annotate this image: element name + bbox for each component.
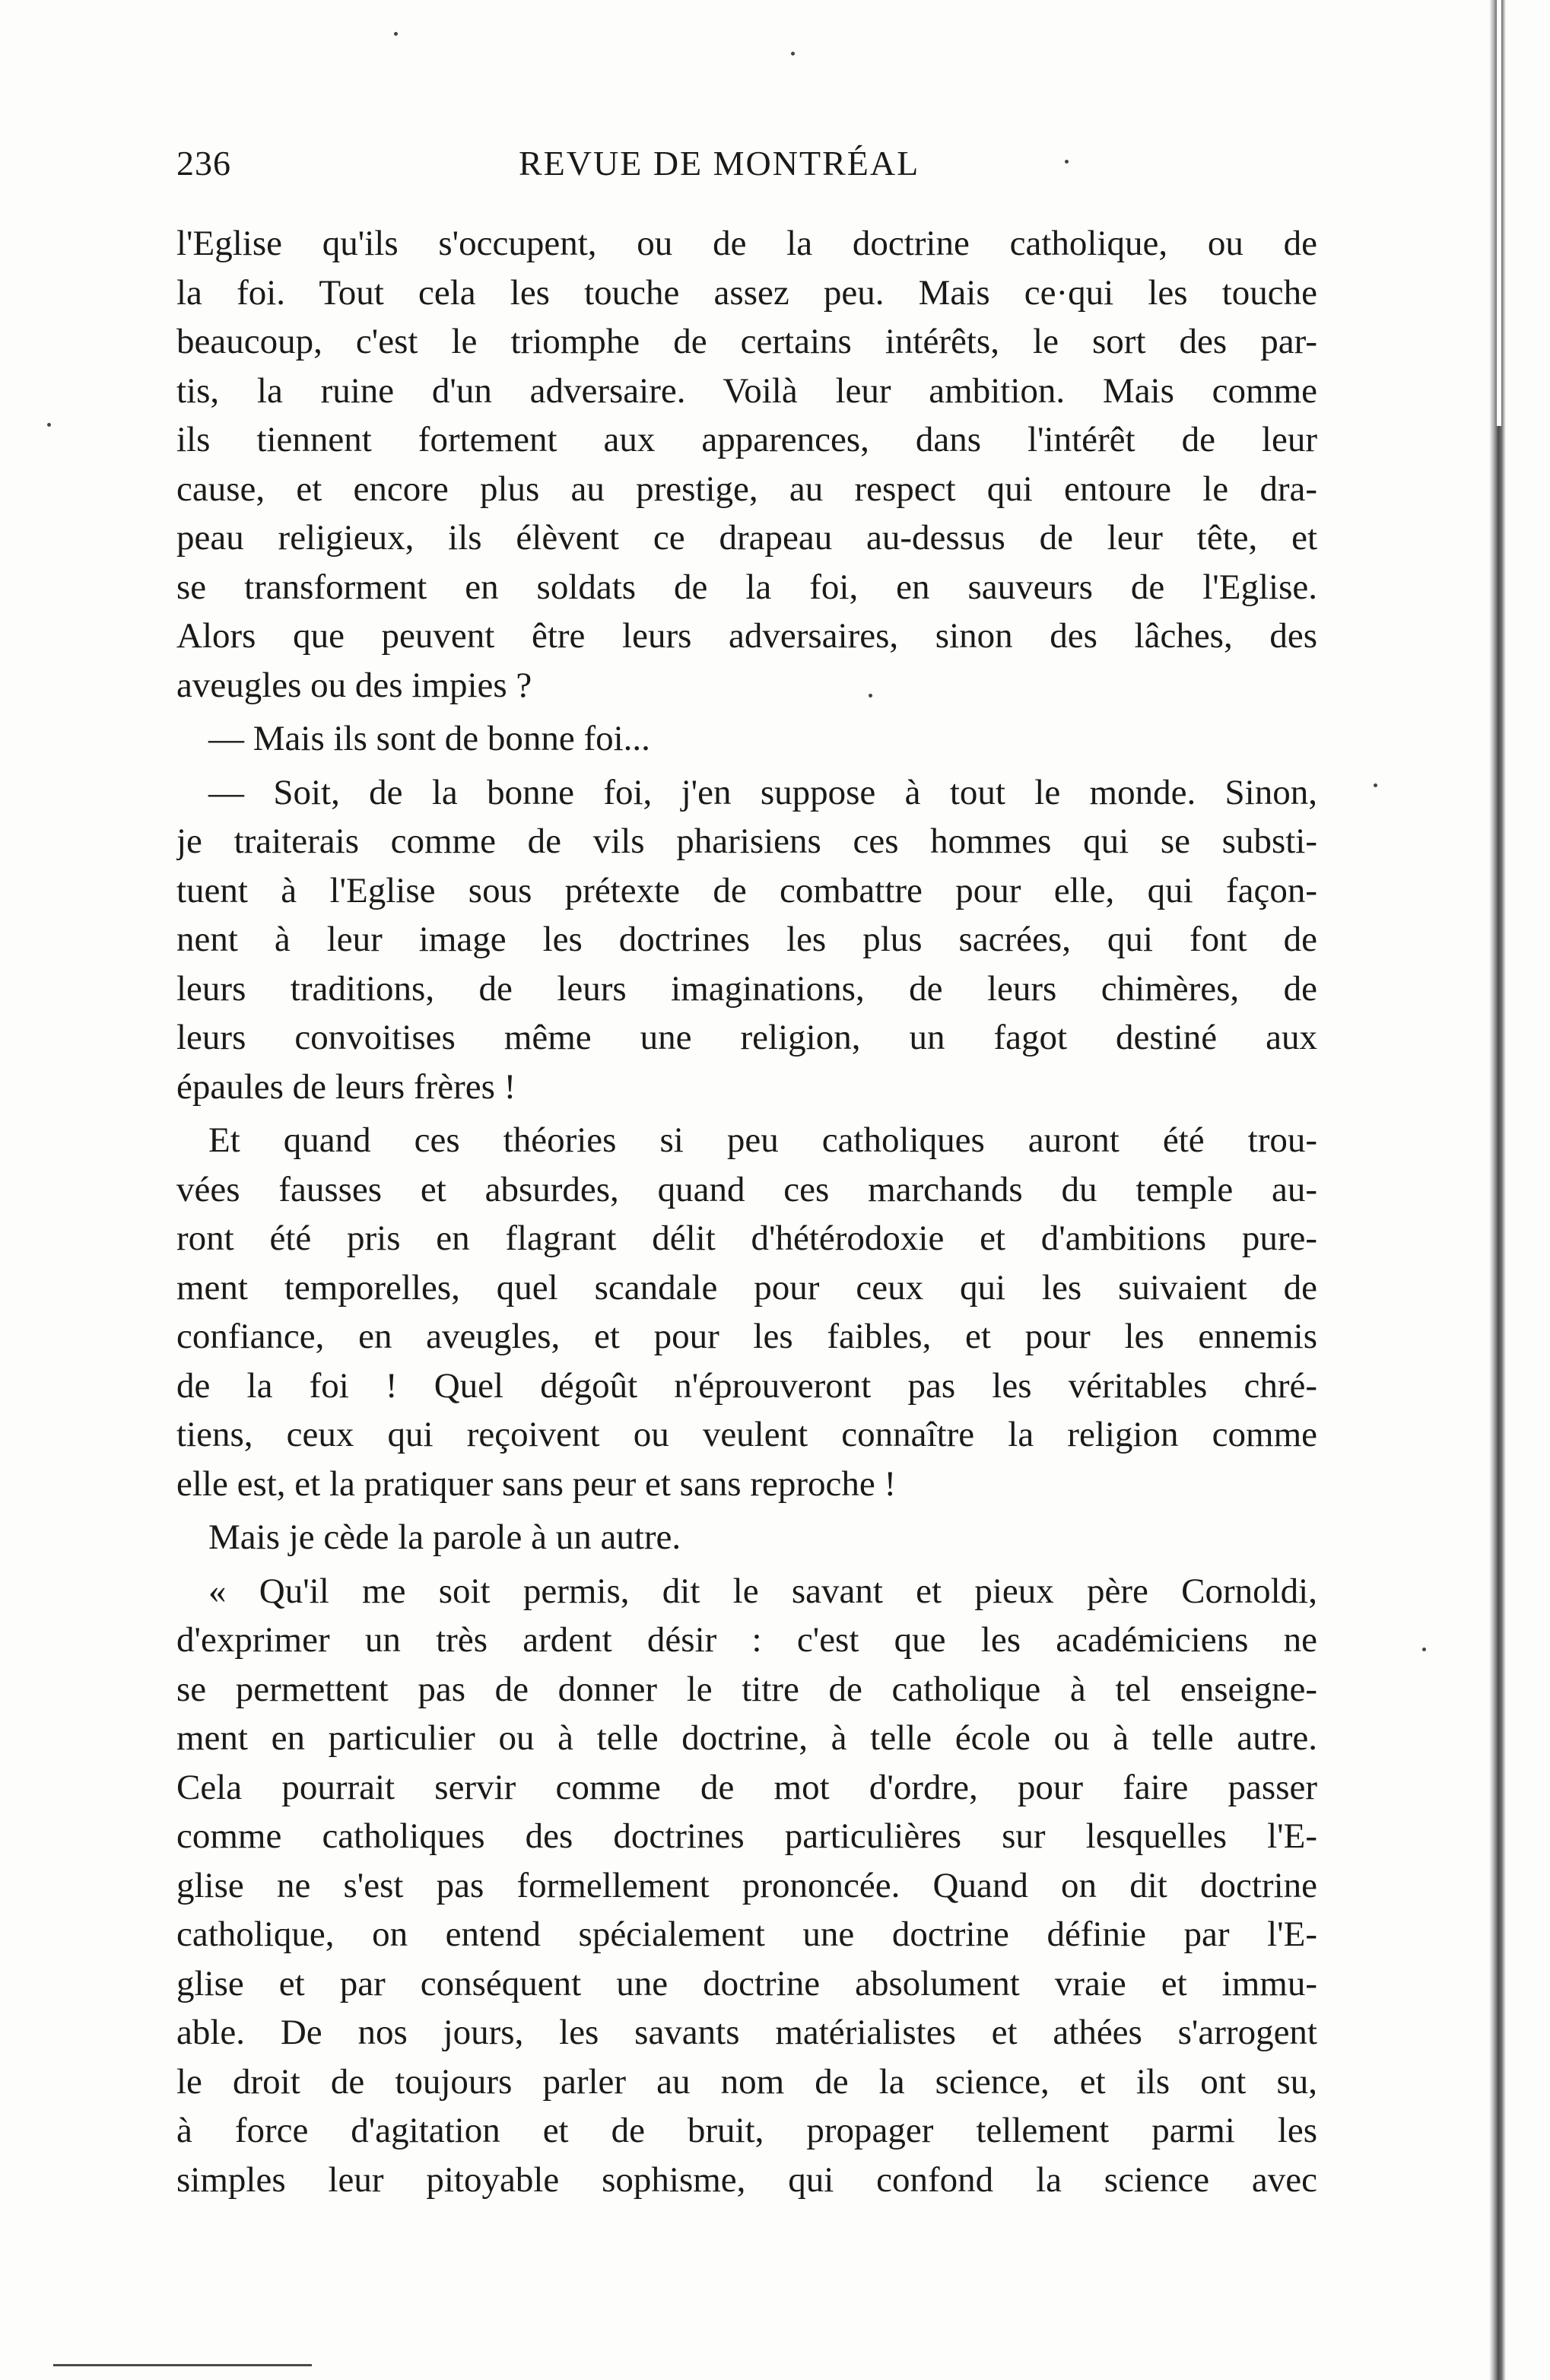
text-line: peau religieux, ils élèvent ce drapeau au-dessus de leur tête, et <box>176 518 1317 558</box>
text-line: — Mais ils sont de bonne foi... <box>208 719 650 758</box>
text-line: épaules de leurs frères ! <box>176 1066 516 1107</box>
text-line: cause, et encore plus au prestige, au respect qui entoure le dra- <box>176 469 1317 509</box>
text-line: leurs traditions, de leurs imaginations, de leurs chimères, de <box>176 968 1317 1009</box>
text-line: d'exprimer un très ardent désir : c'est que les académiciens ne <box>176 1620 1317 1660</box>
text-line: ront été pris en flagrant délit d'hétérodoxie et d'ambitions pure- <box>176 1219 1317 1258</box>
print-speck <box>1065 160 1069 164</box>
text-line: Cela pourrait servir comme de mot d'ordre, pour faire passer <box>176 1767 1317 1807</box>
paragraph <box>176 714 1317 764</box>
quotation-paragraph <box>176 1567 1317 2205</box>
text-line: catholique, on entend spécialement une doctrine définie par l'E- <box>176 1914 1317 1954</box>
text-line: nent à leur image les doctrines les plus sacrées, qui font de <box>176 920 1317 959</box>
text-line: se transforment en soldats de la foi, en sauveurs de l'Eglise. <box>176 567 1317 607</box>
text-line: se permettent pas de donner le titre de catholique à tel enseigne- <box>176 1669 1317 1709</box>
text-line: vées fausses et absurdes, quand ces marchands du temple au- <box>176 1169 1317 1209</box>
text-line: leurs convoitises même une religion, un fagot destiné aux <box>176 1018 1317 1057</box>
text-line: tiens, ceux qui reçoivent ou veulent connaître la religion comme <box>176 1415 1317 1454</box>
print-speck <box>1374 783 1377 787</box>
text-line: glise ne s'est pas formellement prononcée. Quand on dit doctrine <box>176 1865 1317 1905</box>
text-line: glise et par conséquent une doctrine absolument vraie et immu- <box>176 1963 1317 2003</box>
text-line: ment temporelles, quel scandale pour ceux qui les suivaient de <box>176 1267 1317 1308</box>
bottom-rule <box>53 2364 312 2366</box>
print-speck <box>791 52 795 56</box>
paragraph <box>176 1116 1317 1508</box>
text-line: able. De nos jours, les savants matérialistes et athées s'arrogent <box>176 2013 1317 2052</box>
binding-edge-gap <box>1497 0 1501 426</box>
text-line: confiance, en aveugles, et pour les faibles, et pour les ennemis <box>176 1317 1317 1356</box>
text-line: la foi. Tout cela les touche assez peu. Mais ce·qui les touche <box>176 272 1317 313</box>
text-line: comme catholiques des doctrines particulières sur lesquelles l'E- <box>176 1816 1317 1856</box>
text-line: à force d'agitation et de bruit, propager tellement parmi les <box>176 2111 1317 2150</box>
paragraph <box>176 1513 1317 1562</box>
paragraph <box>176 219 1317 710</box>
text-line: de la foi ! Quel dégoût n'éprouveront pas les véritables chré- <box>176 1365 1317 1406</box>
text-line: tuent à l'Eglise sous prétexte de combattre pour elle, qui façon- <box>176 870 1317 910</box>
text-line: beaucoup, c'est le triomphe de certains intérêts, le sort des par- <box>176 322 1317 361</box>
text-line: je traiterais comme de vils pharisiens ces hommes qui se substi- <box>176 821 1317 861</box>
text-line: Et quand ces théories si peu catholiques auront été trou- <box>208 1120 1317 1160</box>
text-line: elle est, et la pratiquer sans peur et sans reproche ! <box>176 1463 897 1504</box>
text-line: — Soit, de la bonne foi, j'en suppose à tout le monde. Sinon, <box>208 772 1317 812</box>
text-line: Alors que peuvent être leurs adversaires, sinon des lâches, des <box>176 616 1317 656</box>
page-number: 236 <box>176 144 231 183</box>
text-line: ils tiennent fortement aux apparences, dans l'intérêt de leur <box>176 420 1317 459</box>
print-speck <box>1422 1648 1426 1651</box>
text-line: Mais je cède la parole à un autre. <box>208 1517 681 1557</box>
running-head <box>176 143 1317 189</box>
journal-title: REVUE DE MONTRÉAL <box>519 144 920 183</box>
print-speck <box>394 32 398 36</box>
text-line: l'Eglise qu'ils s'occupent, ou de la doctrine catholique, ou de <box>176 224 1317 263</box>
text-line: ment en particulier ou à telle doctrine, à telle école ou à telle autre. <box>176 1718 1317 1758</box>
paragraph <box>176 768 1317 1112</box>
text-line: aveugles ou des impies ? <box>176 665 532 705</box>
print-speck <box>869 694 872 697</box>
text-line: simples leur pitoyable sophisme, qui confond la science avec <box>176 2159 1317 2200</box>
print-speck <box>47 423 51 427</box>
text-line: tis, la ruine d'un adversaire. Voilà leur ambition. Mais comme <box>176 370 1317 411</box>
text-line: le droit de toujours parler au nom de la science, et ils ont su, <box>176 2061 1317 2102</box>
text-line: « Qu'il me soit permis, dit le savant et pieux père Cornoldi, <box>208 1571 1317 1611</box>
body-text <box>176 219 1317 2204</box>
